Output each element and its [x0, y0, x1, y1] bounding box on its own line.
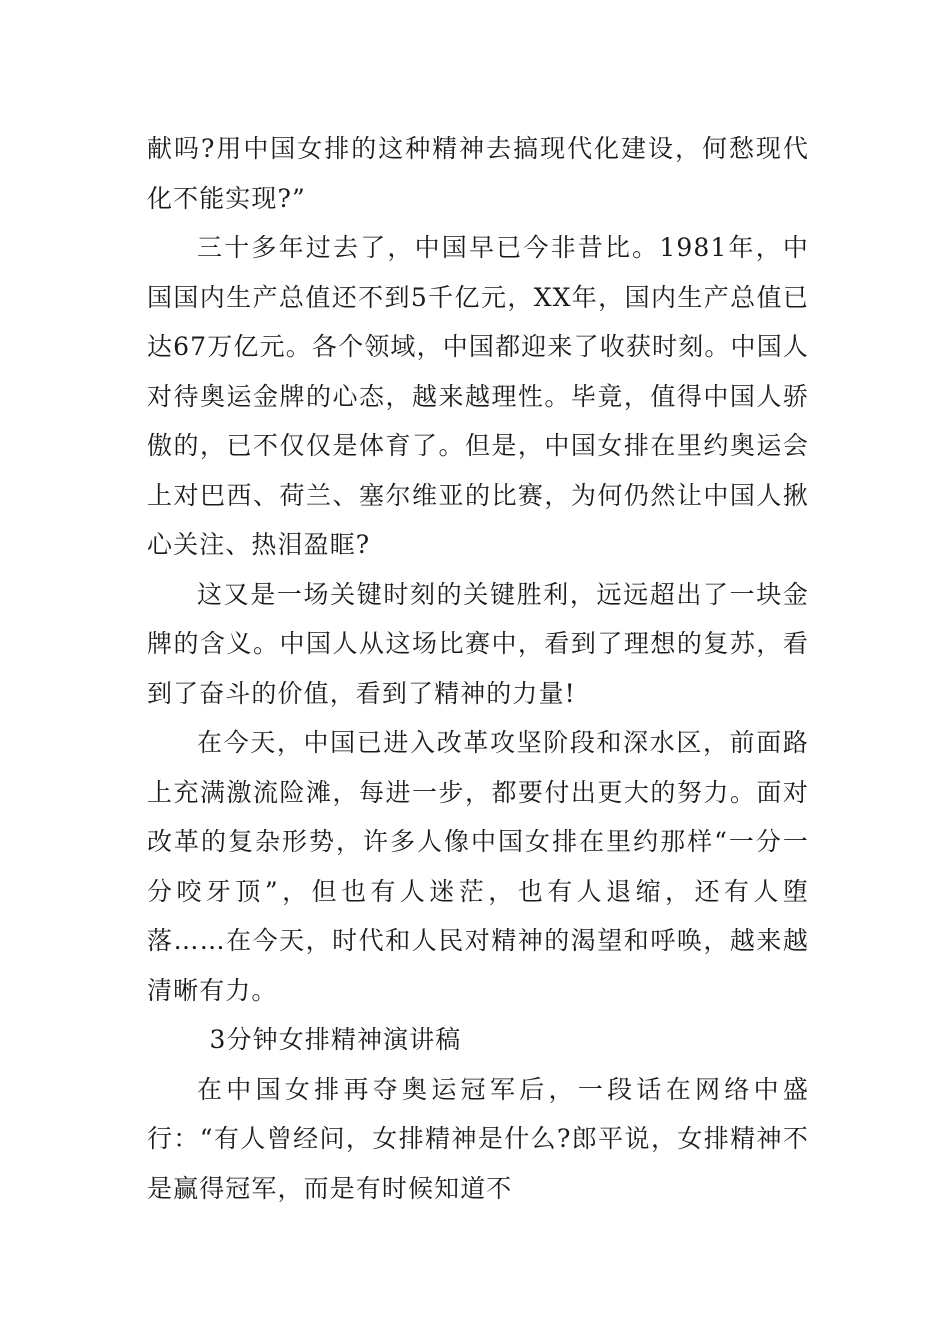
- paragraph-economy: 三十多年过去了，中国早已今非昔比。1981年，中国国内生产总值还不到5千亿元，XX年，国内生产总值已达67万亿元。各个领域，中国都迎来了收获时刻。中国人对待奥运金牌的心态，越来越理性。毕竟，值得中国人骄傲的，已不仅仅是体育了。但是，中国女排在里约奥运会上对巴西、荷兰、塞尔维亚的比赛，为何仍然让中国人揪心关注、热泪盈眶?: [147, 233, 809, 559]
- document-body: [147, 124, 809, 1213]
- paragraph-reform: 在今天，中国已进入改革攻坚阶段和深水区，前面路上充满激流险滩，每进一步，都要付出更大的努力。面对改革的复杂形势，许多人像中国女排在里约那样“一分一分咬牙顶”，但也有人迷茫，也有人退缩，还有人堕落……在今天，时代和人民对精神的渴望和呼唤，越来越清晰有力。: [147, 728, 809, 1005]
- paragraph-continuation: 献吗?用中国女排的这种精神去搞现代化建设，何愁现代化不能实现?”: [147, 134, 809, 213]
- paragraph-lang-ping: 在中国女排再夺奥运冠军后，一段话在网络中盛行：“有人曾经问，女排精神是什么?郎平说，女排精神不是赢得冠军，而是有时候知道不: [147, 1074, 809, 1203]
- paragraph-victory: 这又是一场关键时刻的关键胜利，远远超出了一块金牌的含义。中国人从这场比赛中，看到了理想的复苏，看到了奋斗的价值，看到了精神的力量!: [147, 579, 809, 708]
- section-heading: 3分钟女排精神演讲稿: [209, 1025, 462, 1054]
